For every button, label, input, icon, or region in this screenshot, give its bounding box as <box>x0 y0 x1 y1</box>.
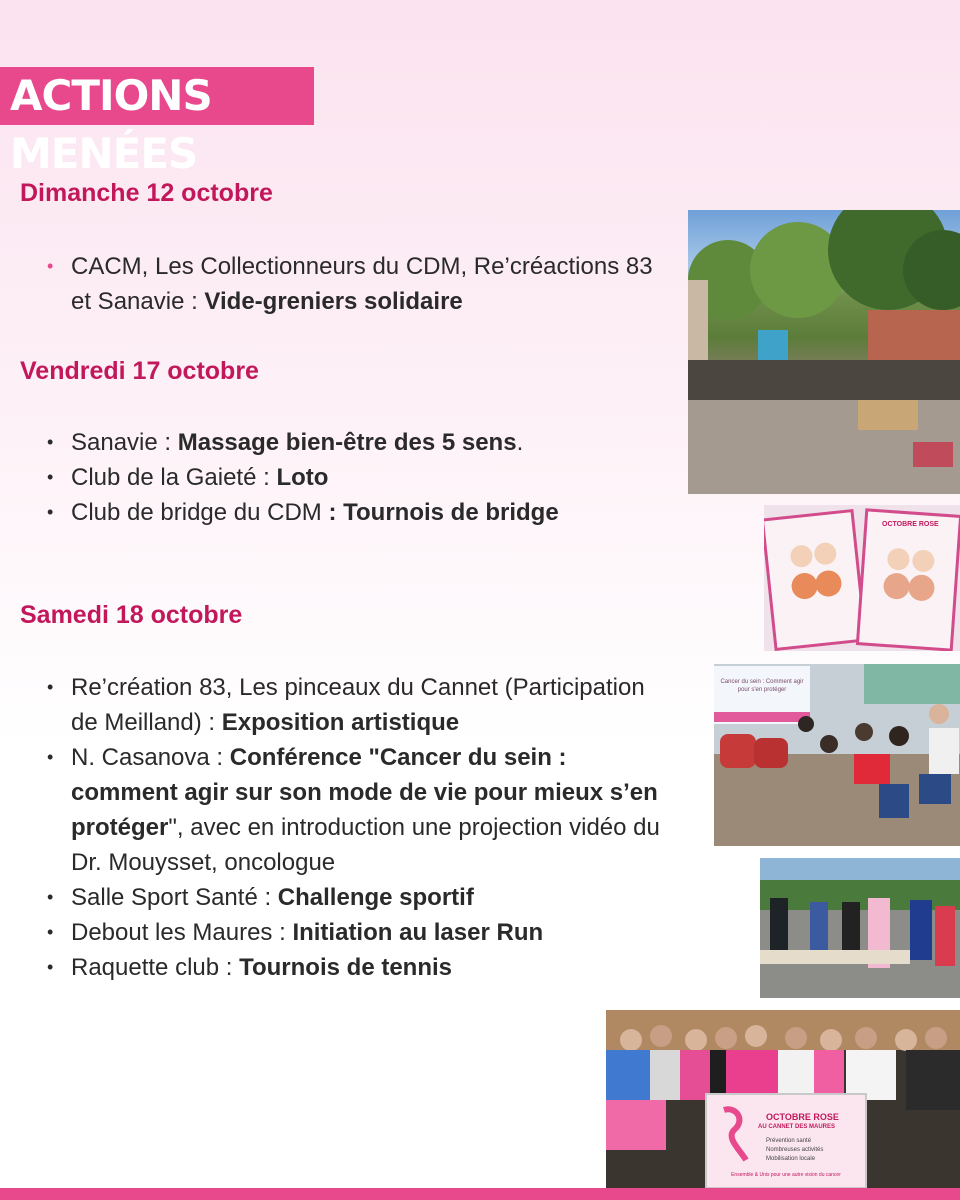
list-item <box>44 495 664 530</box>
item-text: CACM, Les Collectionneurs du CDM, Re’créactions 83 et Sanavie : <box>71 253 653 315</box>
item-text-after: . <box>516 429 524 456</box>
list-item <box>44 950 664 985</box>
item-text: N. Casanova : <box>71 744 230 771</box>
bullet-icon: • <box>47 467 54 487</box>
bullet-icon: • <box>47 887 54 907</box>
page-title: ACTIONS MENÉES <box>0 67 314 125</box>
list-item <box>44 425 664 460</box>
list-item <box>44 670 664 740</box>
item-bold: : Tournois de bridge <box>328 499 559 526</box>
bullet-icon: • <box>47 677 54 697</box>
item-bold: Vide-greniers solidaire <box>204 288 463 315</box>
banner-line-2: Nombreuses activités <box>766 1147 824 1153</box>
photo-sport-art <box>760 858 960 998</box>
bullet-icon: • <box>47 922 54 942</box>
item-text: Re’création 83, Les pinceaux du Cannet (Participation de Meilland) : <box>71 674 645 736</box>
cards-brand-label: OCTOBRE ROSE <box>882 521 939 528</box>
item-bold: Initiation au laser Run <box>292 919 544 946</box>
bullet-icon: • <box>47 256 54 276</box>
list-saturday <box>44 670 664 985</box>
bullet-icon: • <box>47 432 54 452</box>
item-text-after: ", avec en introduction une projection vidéo du Dr. Mouysset, oncologue <box>71 814 660 876</box>
item-bold: Conférence "Cancer du sein : comment agir sur son mode de vie pour mieux s’en protéger <box>71 744 658 841</box>
bullet-icon: • <box>47 747 54 767</box>
banner-line-3: Mobilisation locale <box>766 1156 816 1162</box>
item-text: Salle Sport Santé : <box>71 884 278 911</box>
day-heading-sunday: Dimanche 12 octobre <box>20 179 273 207</box>
photo-vide-greniers <box>688 210 960 494</box>
item-text: Debout les Maures : <box>71 919 293 946</box>
bullet-icon: • <box>47 502 54 522</box>
photo-tennis <box>606 1010 960 1188</box>
item-text: Sanavie : <box>71 429 178 456</box>
item-bold: Exposition artistique <box>221 709 460 736</box>
list-item <box>44 915 664 950</box>
photo-vide-greniers-art <box>688 210 960 494</box>
item-text: Club de la Gaieté : <box>71 464 277 491</box>
item-bold: Loto <box>276 464 329 491</box>
day-heading-saturday: Samedi 18 octobre <box>20 601 243 629</box>
bottom-bar <box>0 1188 960 1200</box>
banner-subtitle: AU CANNET DES MAURES <box>758 1124 836 1130</box>
banner-footer: Ensemble & Unis pour une autre vision du cancer <box>731 1172 841 1178</box>
conference-slide-text: Cancer du sein : Comment agir pour s'en protéger <box>720 679 804 693</box>
photo-earring-cards <box>764 505 960 651</box>
photo-conference <box>714 664 960 846</box>
list-item <box>44 249 664 319</box>
item-bold: Tournois de tennis <box>239 954 453 981</box>
banner-title: OCTOBRE ROSE <box>766 1112 839 1122</box>
item-bold: Challenge sportif <box>277 884 474 911</box>
list-friday <box>44 425 664 530</box>
banner-line-1: Prévention santé <box>766 1138 812 1144</box>
item-bold: Massage bien-être des 5 sens <box>177 429 517 456</box>
list-item <box>44 740 664 880</box>
photo-sport <box>760 858 960 998</box>
list-item <box>44 460 664 495</box>
bullet-icon: • <box>47 957 54 977</box>
item-text: Club de bridge du CDM <box>71 499 329 526</box>
item-text: Raquette club : <box>71 954 240 981</box>
list-sunday <box>44 249 664 319</box>
list-item <box>44 880 664 915</box>
day-heading-friday: Vendredi 17 octobre <box>20 357 259 385</box>
